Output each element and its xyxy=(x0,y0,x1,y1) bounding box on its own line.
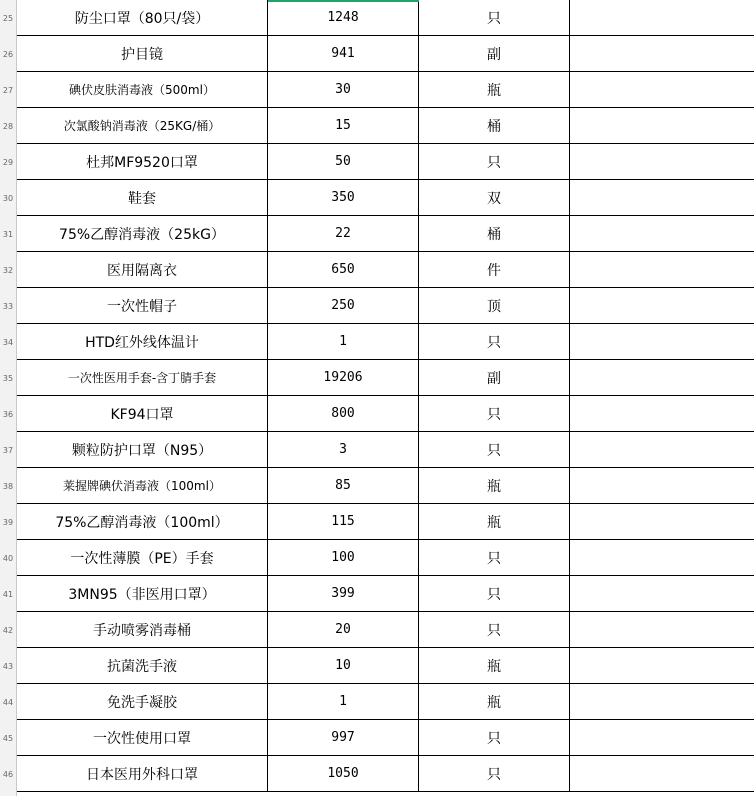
row-number[interactable]: 33 xyxy=(2,301,14,311)
cell-quantity[interactable]: 1 xyxy=(268,324,419,360)
row-number[interactable]: 41 xyxy=(2,589,14,599)
cell-unit[interactable]: 只 xyxy=(419,144,570,180)
cell-quantity[interactable]: 19206 xyxy=(268,360,419,396)
cell-unit[interactable]: 桶 xyxy=(419,216,570,252)
row-number[interactable]: 26 xyxy=(2,49,14,59)
cell-quantity[interactable]: 115 xyxy=(268,504,419,540)
cell-empty[interactable] xyxy=(570,756,754,792)
cell-unit[interactable]: 瓶 xyxy=(419,72,570,108)
row-number[interactable]: 28 xyxy=(2,121,14,131)
cell-item-name[interactable]: HTD红外线体温计 xyxy=(17,324,268,360)
row-number[interactable]: 36 xyxy=(2,409,14,419)
cell-item-name[interactable]: 鞋套 xyxy=(17,180,268,216)
row-number[interactable]: 38 xyxy=(2,481,14,491)
row-number[interactable]: 44 xyxy=(2,697,14,707)
cell-item-name[interactable]: 防尘口罩（80只/袋） xyxy=(17,0,268,36)
cell-item-name[interactable]: 莱握牌碘伏消毒液（100ml） xyxy=(17,468,268,504)
cell-quantity[interactable]: 3 xyxy=(268,432,419,468)
table-row xyxy=(0,504,754,540)
table-row xyxy=(0,36,754,72)
table-row xyxy=(0,144,754,180)
cell-quantity[interactable]: 250 xyxy=(268,288,419,324)
table-row xyxy=(0,648,754,684)
cell-item-name[interactable]: 一次性薄膜（PE）手套 xyxy=(17,540,268,576)
cell-quantity[interactable]: 10 xyxy=(268,648,419,684)
cell-item-name[interactable]: 医用隔离衣 xyxy=(17,252,268,288)
cell-item-name[interactable]: 碘伏皮肤消毒液（500ml） xyxy=(17,72,268,108)
row-number[interactable]: 42 xyxy=(2,625,14,635)
cell-unit[interactable]: 双 xyxy=(419,180,570,216)
cell-empty[interactable] xyxy=(570,180,754,216)
cell-quantity[interactable]: 30 xyxy=(268,72,419,108)
cell-empty[interactable] xyxy=(570,648,754,684)
cell-empty[interactable] xyxy=(570,252,754,288)
cell-quantity[interactable]: 1248 xyxy=(268,0,419,36)
cell-item-name[interactable]: 3MN95（非医用口罩） xyxy=(17,576,268,612)
row-number[interactable]: 31 xyxy=(2,229,14,239)
table-row xyxy=(0,360,754,396)
table-row xyxy=(0,108,754,144)
row-number[interactable]: 27 xyxy=(2,85,14,95)
cell-item-name[interactable]: 次氯酸钠消毒液（25KG/桶） xyxy=(17,108,268,144)
row-number[interactable]: 30 xyxy=(2,193,14,203)
row-number[interactable]: 40 xyxy=(2,553,14,563)
cell-unit[interactable]: 只 xyxy=(419,324,570,360)
row-number[interactable]: 37 xyxy=(2,445,14,455)
cell-unit[interactable]: 只 xyxy=(419,540,570,576)
cell-item-name[interactable]: 护目镜 xyxy=(17,36,268,72)
row-number[interactable]: 46 xyxy=(2,769,14,779)
table-row xyxy=(0,468,754,504)
cell-empty[interactable] xyxy=(570,144,754,180)
cell-quantity[interactable]: 1050 xyxy=(268,756,419,792)
cell-quantity[interactable]: 650 xyxy=(268,252,419,288)
cell-item-name[interactable]: 一次性使用口罩 xyxy=(17,720,268,756)
cell-item-name[interactable]: 日本医用外科口罩 xyxy=(17,756,268,792)
row-number[interactable]: 43 xyxy=(2,661,14,671)
table-row xyxy=(0,288,754,324)
table-row xyxy=(0,0,754,36)
cell-item-name[interactable]: 手动喷雾消毒桶 xyxy=(17,612,268,648)
cell-quantity[interactable]: 399 xyxy=(268,576,419,612)
table-row xyxy=(0,432,754,468)
cell-item-name[interactable]: 75%乙醇消毒液（100ml） xyxy=(17,504,268,540)
cell-unit[interactable]: 只 xyxy=(419,0,570,36)
cell-empty[interactable] xyxy=(570,468,754,504)
cell-quantity[interactable]: 50 xyxy=(268,144,419,180)
cell-empty[interactable] xyxy=(570,432,754,468)
cell-item-name[interactable]: 一次性帽子 xyxy=(17,288,268,324)
cell-empty[interactable] xyxy=(570,612,754,648)
cell-item-name[interactable]: 免洗手凝胶 xyxy=(17,684,268,720)
row-number[interactable]: 32 xyxy=(2,265,14,275)
row-number[interactable]: 34 xyxy=(2,337,14,347)
cell-item-name[interactable]: 杜邦MF9520口罩 xyxy=(17,144,268,180)
cell-item-name[interactable]: 75%乙醇消毒液（25kG） xyxy=(17,216,268,252)
cell-unit[interactable]: 只 xyxy=(419,576,570,612)
cell-empty[interactable] xyxy=(570,540,754,576)
cell-empty[interactable] xyxy=(570,108,754,144)
cell-unit[interactable]: 顶 xyxy=(419,288,570,324)
table-row xyxy=(0,216,754,252)
cell-unit[interactable]: 桶 xyxy=(419,108,570,144)
cell-quantity[interactable]: 1 xyxy=(268,684,419,720)
cell-quantity[interactable]: 22 xyxy=(268,216,419,252)
cell-quantity[interactable]: 100 xyxy=(268,540,419,576)
cell-unit[interactable]: 只 xyxy=(419,756,570,792)
cell-quantity[interactable]: 85 xyxy=(268,468,419,504)
cell-empty[interactable] xyxy=(570,0,754,36)
cell-item-name[interactable]: 抗菌洗手液 xyxy=(17,648,268,684)
cell-quantity[interactable]: 350 xyxy=(268,180,419,216)
cell-unit[interactable]: 只 xyxy=(419,396,570,432)
cell-unit[interactable]: 件 xyxy=(419,252,570,288)
cell-item-name[interactable]: 一次性医用手套-含丁腈手套 xyxy=(17,360,268,396)
table-row xyxy=(0,324,754,360)
cell-unit[interactable]: 瓶 xyxy=(419,468,570,504)
cell-unit[interactable]: 瓶 xyxy=(419,684,570,720)
cell-unit[interactable]: 瓶 xyxy=(419,504,570,540)
table-row xyxy=(0,756,754,792)
cell-empty[interactable] xyxy=(570,360,754,396)
cell-empty[interactable] xyxy=(570,720,754,756)
row-number[interactable]: 25 xyxy=(2,13,14,23)
table-row xyxy=(0,396,754,432)
cell-item-name[interactable]: KF94口罩 xyxy=(17,396,268,432)
cell-unit[interactable]: 只 xyxy=(419,720,570,756)
row-number[interactable]: 39 xyxy=(2,517,14,527)
cell-empty[interactable] xyxy=(570,684,754,720)
table-row xyxy=(0,684,754,720)
table-row xyxy=(0,612,754,648)
row-number[interactable]: 35 xyxy=(2,373,14,383)
cell-unit[interactable]: 只 xyxy=(419,432,570,468)
cell-empty[interactable] xyxy=(570,504,754,540)
cell-unit[interactable]: 只 xyxy=(419,612,570,648)
cell-item-name[interactable]: 颗粒防护口罩（N95） xyxy=(17,432,268,468)
cell-quantity[interactable]: 800 xyxy=(268,396,419,432)
cell-empty[interactable] xyxy=(570,72,754,108)
cell-quantity[interactable]: 941 xyxy=(268,36,419,72)
selected-cell-indicator xyxy=(268,0,419,2)
cell-empty[interactable] xyxy=(570,288,754,324)
table-row xyxy=(0,72,754,108)
cell-quantity[interactable]: 20 xyxy=(268,612,419,648)
row-number[interactable]: 45 xyxy=(2,733,14,743)
table-row xyxy=(0,540,754,576)
cell-unit[interactable]: 副 xyxy=(419,36,570,72)
cell-quantity[interactable]: 997 xyxy=(268,720,419,756)
table-row xyxy=(0,252,754,288)
cell-quantity[interactable]: 15 xyxy=(268,108,419,144)
table-row xyxy=(0,180,754,216)
table-row xyxy=(0,576,754,612)
row-number[interactable]: 29 xyxy=(2,157,14,167)
cell-unit[interactable]: 瓶 xyxy=(419,648,570,684)
cell-empty[interactable] xyxy=(570,324,754,360)
cell-empty[interactable] xyxy=(570,216,754,252)
cell-unit[interactable]: 副 xyxy=(419,360,570,396)
cell-empty[interactable] xyxy=(570,576,754,612)
cell-empty[interactable] xyxy=(570,36,754,72)
table-row xyxy=(0,720,754,756)
cell-empty[interactable] xyxy=(570,396,754,432)
